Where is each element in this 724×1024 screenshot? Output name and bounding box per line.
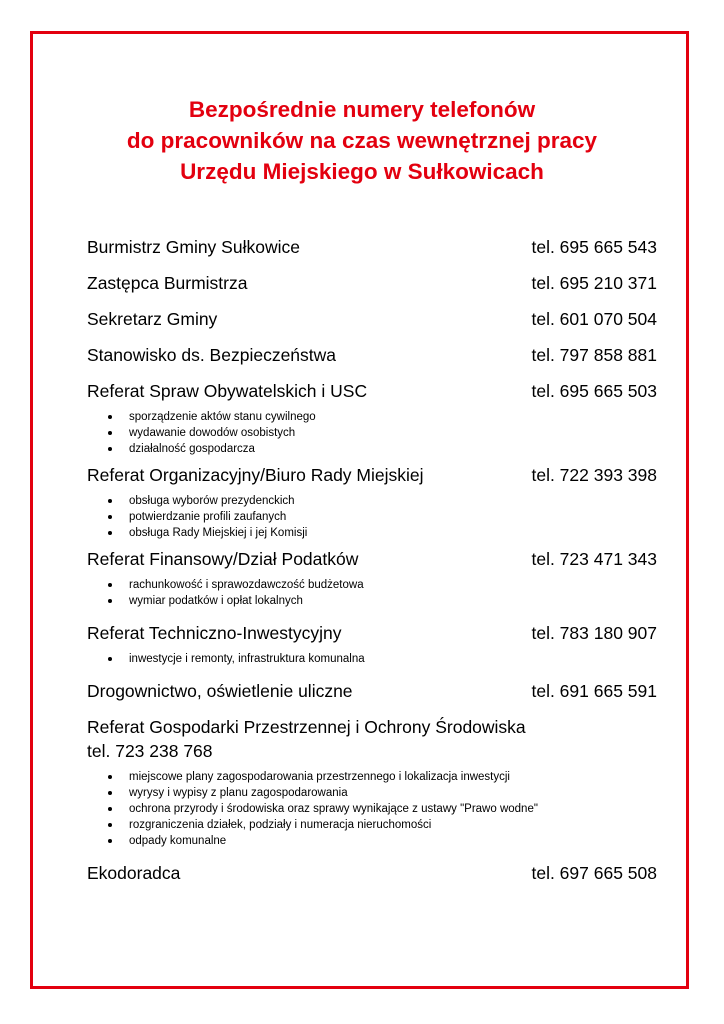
entry-phone: tel. 723 238 768 <box>87 741 213 761</box>
list-item: rozgraniczenia działek, podziały i numeracja nieruchomości <box>87 817 657 833</box>
entry-name: Referat Finansowy/Dział Podatków <box>87 549 359 569</box>
title-line-3: Urzędu Miejskiego w Sułkowicach <box>180 159 544 184</box>
entry-name: Sekretarz Gminy <box>87 309 218 329</box>
entry-name: Zastępca Burmistrza <box>87 273 248 293</box>
entry-burmistrz <box>87 235 657 259</box>
entry-usc <box>87 379 657 403</box>
list-item: ochrona przyrody i środowiska oraz sprawy wynikające z ustawy "Prawo wodne" <box>87 801 657 817</box>
list-item: obsługa Rady Miejskiej i jej Komisji <box>87 525 657 541</box>
entry-name: Referat Techniczno-Inwestycyjny <box>87 623 342 643</box>
entry-phone: tel. 723 471 343 <box>531 549 657 569</box>
list-item: wyrysy i wypisy z planu zagospodarowania <box>87 785 657 801</box>
list-item: potwierdzanie profili zaufanych <box>87 509 657 525</box>
entry-ekodoradca <box>87 861 657 885</box>
entry-organizacyjny <box>87 463 657 487</box>
entry-name: Referat Gospodarki Przestrzennej i Ochrony Środowiska <box>87 717 526 737</box>
entry-name: Ekodoradca <box>87 863 181 883</box>
title-line-1: Bezpośrednie numery telefonów <box>188 97 536 122</box>
entry-phone: tel. 783 180 907 <box>531 623 657 643</box>
entry-techniczny <box>87 621 657 645</box>
entry-phone: tel. 691 665 591 <box>531 681 657 701</box>
entry-sekretarz <box>87 307 657 331</box>
phone-directory <box>87 235 657 885</box>
entry-phone: tel. 697 665 508 <box>531 863 657 883</box>
list-item: rachunkowość i sprawozdawczość budżetowa <box>87 577 657 593</box>
gospodarka-duties-list <box>87 769 657 849</box>
entry-bezpieczenstwo <box>87 343 657 367</box>
list-item: miejscowe plany zagospodarowania przestrzennego i lokalizacja inwestycji <box>87 769 657 785</box>
entry-name: Stanowisko ds. Bezpieczeństwa <box>87 345 337 365</box>
entry-name: Referat Spraw Obywatelskich i USC <box>87 381 368 401</box>
entry-phone: tel. 722 393 398 <box>531 465 657 485</box>
entry-drogownictwo <box>87 679 657 703</box>
list-item: obsługa wyborów prezydenckich <box>87 493 657 509</box>
entry-phone: tel. 601 070 504 <box>531 309 657 329</box>
list-item: inwestycje i remonty, infrastruktura komunalna <box>87 651 657 667</box>
entry-phone: tel. 695 665 543 <box>531 237 657 257</box>
entry-name: Drogownictwo, oświetlenie uliczne <box>87 681 353 701</box>
entry-name: Referat Organizacyjny/Biuro Rady Miejskiej <box>87 465 424 485</box>
finansowy-duties-list <box>87 577 657 609</box>
usc-duties-list <box>87 409 657 457</box>
entry-phone: tel. 695 210 371 <box>531 273 657 293</box>
page-title <box>0 94 724 187</box>
techniczny-duties-list <box>87 651 657 667</box>
entry-zastepca <box>87 271 657 295</box>
list-item: wydawanie dowodów osobistych <box>87 425 657 441</box>
entry-phone: tel. 695 665 503 <box>531 381 657 401</box>
entry-phone: tel. 797 858 881 <box>531 345 657 365</box>
list-item: działalność gospodarcza <box>87 441 657 457</box>
title-line-2: do pracowników na czas wewnętrznej pracy <box>126 128 598 153</box>
entry-gospodarka-przestrzenna <box>87 715 657 763</box>
list-item: odpady komunalne <box>87 833 657 849</box>
list-item: sporządzenie aktów stanu cywilnego <box>87 409 657 425</box>
organizacyjny-duties-list <box>87 493 657 541</box>
entry-name: Burmistrz Gminy Sułkowice <box>87 237 300 257</box>
list-item: wymiar podatków i opłat lokalnych <box>87 593 657 609</box>
entry-finansowy <box>87 547 657 571</box>
